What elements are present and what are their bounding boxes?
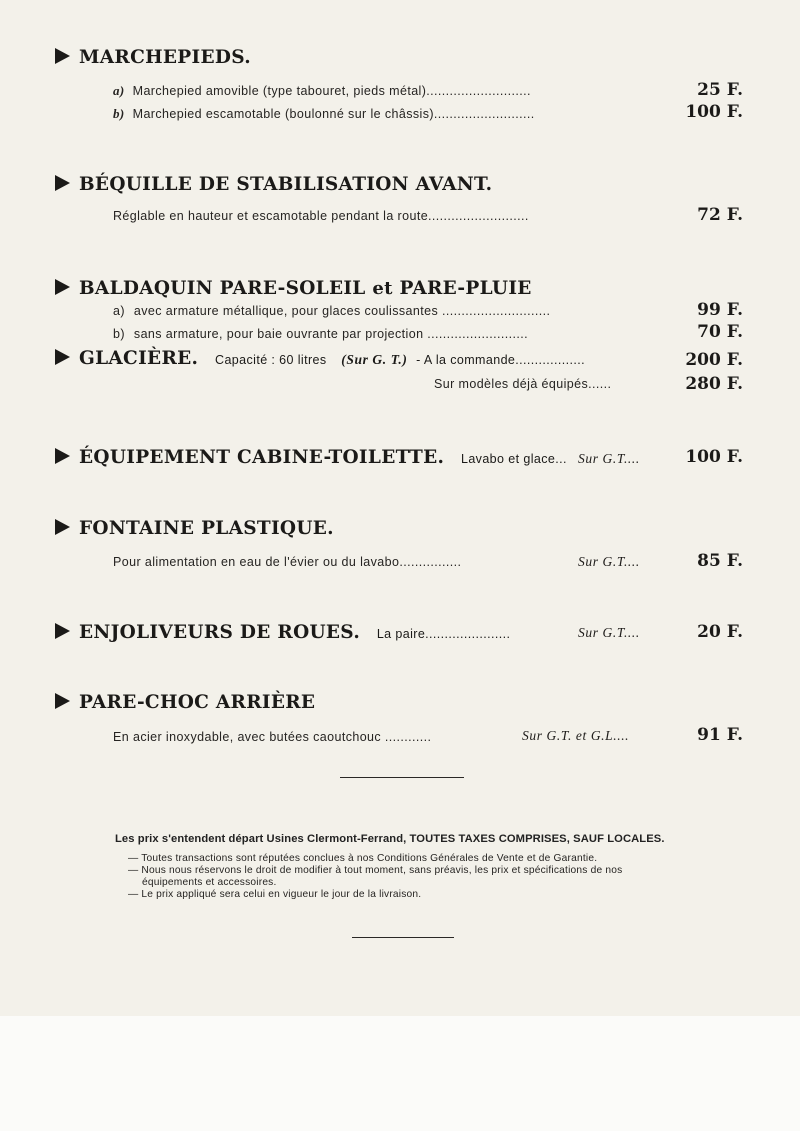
footer-line-2: — Nous nous réservons le droit de modifier à tout moment, sans préavis, les prix et spécifications de nos xyxy=(128,865,623,876)
marchepieds-item-a: a) Marchepied amovible (type tabouret, pieds métal)........................... xyxy=(113,83,531,98)
footer-price-note: Les prix s'entendent départ Usines Clermont-Ferrand, TOUTES TAXES COMPRISES, SAUF LOCALES. xyxy=(115,833,665,845)
triangle-bullet-icon xyxy=(55,175,70,191)
triangle-bullet-icon xyxy=(55,623,70,639)
marchepieds-item-b-price: 100 F. xyxy=(685,102,743,122)
footer-line-1: — Toutes transactions sont réputées conclues à nos Conditions Générales de Vente et de Garantie. xyxy=(128,853,598,864)
parechoc-price: 91 F. xyxy=(697,725,743,745)
triangle-bullet-icon xyxy=(55,519,70,535)
equipement-note: Sur G.T.... xyxy=(578,451,640,466)
footer-divider-rule xyxy=(352,937,454,938)
heading-bequille: BÉQUILLE DE STABILISATION AVANT. xyxy=(55,174,492,195)
triangle-bullet-icon xyxy=(55,448,70,464)
baldaquin-item-b: b) sans armature, pour baie ouvrante par projection .......................... xyxy=(113,327,528,341)
triangle-bullet-icon xyxy=(55,279,70,295)
baldaquin-item-a: a) avec armature métallique, pour glaces coulissantes ............................ xyxy=(113,304,551,318)
equipement-price: 100 F. xyxy=(685,447,743,467)
heading-equipement: ÉQUIPEMENT CABINE-TOILETTE. Lavabo et glace... xyxy=(55,447,567,468)
heading-marchepieds: MARCHEPIEDS. xyxy=(55,47,251,68)
triangle-bullet-icon xyxy=(55,48,70,64)
page-bottom-margin xyxy=(0,1016,800,1131)
bequille-text: Réglable en hauteur et escamotable pendant la route.......................... xyxy=(113,209,529,223)
glaciere-sub-price: 280 F. xyxy=(685,374,743,394)
parechoc-note: Sur G.T. et G.L.... xyxy=(522,728,630,743)
triangle-bullet-icon xyxy=(55,693,70,709)
baldaquin-item-a-price: 99 F. xyxy=(697,300,743,320)
heading-enjoliveurs: ENJOLIVEURS DE ROUES. La paire...................... xyxy=(55,622,510,643)
footer-line-3: — Le prix appliqué sera celui en vigueur le jour de la livraison. xyxy=(128,889,422,900)
baldaquin-item-b-price: 70 F. xyxy=(697,322,743,342)
heading-baldaquin: BALDAQUIN PARE-SOLEIL et PARE-PLUIE xyxy=(55,278,532,299)
heading-parechoc: PARE-CHOC ARRIÈRE xyxy=(55,692,315,713)
glaciere-sub-text: Sur modèles déjà équipés...... xyxy=(434,377,612,391)
parechoc-text: En acier inoxydable, avec butées caoutchouc ............ xyxy=(113,730,432,744)
heading-fontaine: FONTAINE PLASTIQUE. xyxy=(55,518,334,539)
bequille-price: 72 F. xyxy=(697,205,743,225)
fontaine-price: 85 F. xyxy=(697,551,743,571)
marchepieds-item-a-price: 25 F. xyxy=(697,80,743,100)
enjoliveurs-note: Sur G.T.... xyxy=(578,625,640,640)
footer-line-2-cont: équipements et accessoires. xyxy=(142,877,277,888)
divider-rule xyxy=(340,777,464,778)
triangle-bullet-icon xyxy=(55,349,70,365)
marchepieds-item-b: b) Marchepied escamotable (boulonné sur le châssis).......................... xyxy=(113,106,535,121)
fontaine-note: Sur G.T.... xyxy=(578,554,640,569)
fontaine-text: Pour alimentation en eau de l'évier ou du lavabo................ xyxy=(113,555,462,569)
enjoliveurs-price: 20 F. xyxy=(697,622,743,642)
glaciere-price: 200 F. xyxy=(685,350,743,370)
heading-glaciere: GLACIÈRE. Capacité : 60 litres (Sur G. T.) - A la commande.................. xyxy=(55,348,585,369)
